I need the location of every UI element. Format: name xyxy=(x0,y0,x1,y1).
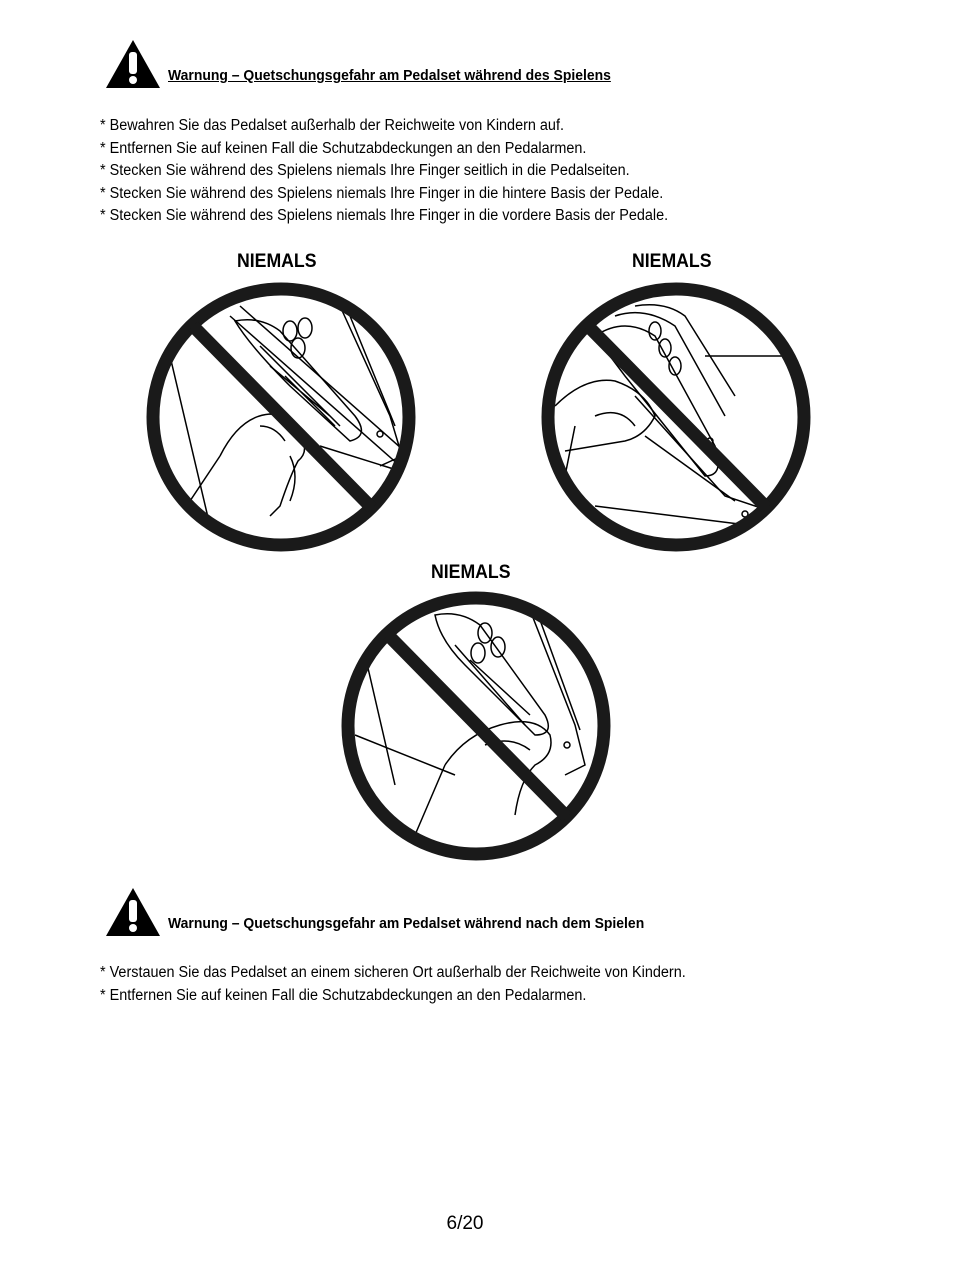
warning-header-during-play xyxy=(104,38,824,90)
list-item: * Bewahren Sie das Pedalset außerhalb der Reichweite von Kindern auf. xyxy=(100,117,564,134)
list-item: * Verstauen Sie das Pedalset an einem sicheren Ort außerhalb der Reichweite von Kindern. xyxy=(100,964,686,981)
warning-triangle-icon xyxy=(104,886,162,938)
prohibited-side-pedal-icon xyxy=(140,276,422,558)
warning-title: Warnung – Quetschungsgefahr am Pedalset während nach dem Spielen xyxy=(168,915,645,932)
warning-bullet-list xyxy=(100,962,730,1007)
warning-header-after-play xyxy=(104,886,824,938)
warning-triangle-icon xyxy=(104,38,162,90)
list-item: * Stecken Sie während des Spielens niemals Ihre Finger seitlich in die Pedalseiten. xyxy=(100,162,630,179)
warning-title: Warnung – Quetschungsgefahr am Pedalset während des Spielens xyxy=(168,67,611,84)
prohibited-front-base-icon xyxy=(335,585,617,867)
niemals-caption-1: NIEMALS xyxy=(237,251,317,272)
list-item: * Entfernen Sie auf keinen Fall die Schutzabdeckungen an den Pedalarmen. xyxy=(100,139,587,157)
list-item: * Stecken Sie während des Spielens niemals Ihre Finger in die hintere Basis der Pedale. xyxy=(100,184,664,202)
niemals-caption-2: NIEMALS xyxy=(632,251,712,272)
list-item: * Stecken Sie während des Spielens niemals Ihre Finger in die vordere Basis der Pedale. xyxy=(100,207,669,224)
niemals-caption-3: NIEMALS xyxy=(431,562,511,583)
page-number: 6/20 xyxy=(446,1213,484,1234)
list-item: * Entfernen Sie auf keinen Fall die Schutzabdeckungen an den Pedalarmen. xyxy=(100,986,587,1004)
prohibited-rear-base-icon xyxy=(535,276,817,558)
warning-bullet-list xyxy=(100,115,711,228)
